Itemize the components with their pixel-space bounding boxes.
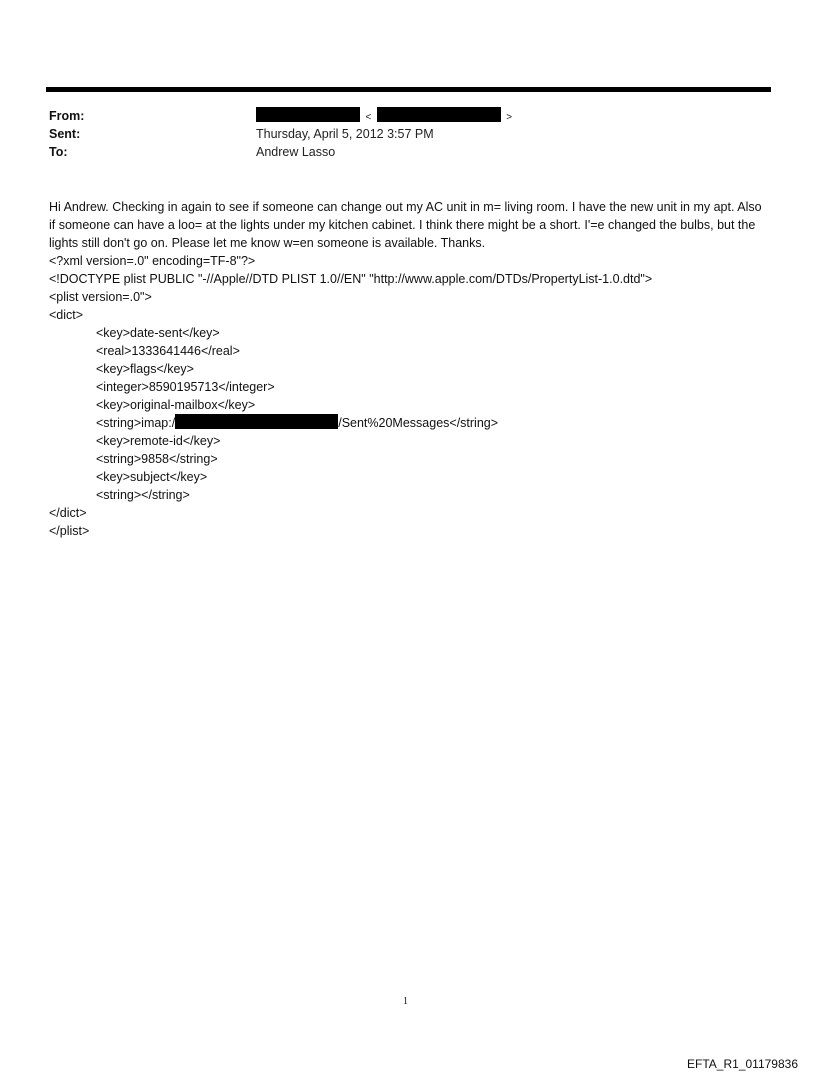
redaction-block: [175, 414, 338, 429]
email-header: [49, 107, 514, 161]
xml-declaration: <?xml version=.0" encoding=TF-8"?>: [49, 254, 256, 268]
from-close-bracket: >: [506, 112, 513, 123]
key-date-sent: <key>date-sent</key>: [96, 326, 220, 340]
key-flags: <key>flags</key>: [96, 362, 194, 376]
string-imap-line: [49, 414, 771, 432]
key-original-mailbox: <key>original-mailbox</key>: [96, 398, 256, 412]
dict-close: </dict>: [49, 506, 87, 520]
sent-value: Thursday, April 5, 2012 3:57 PM: [256, 127, 434, 141]
string-imap-suffix: /Sent%20Messages</string>: [338, 416, 499, 430]
string-imap-prefix: <string>imap:/: [96, 416, 176, 430]
document-id: EFTA_R1_01179836: [687, 1057, 798, 1071]
key-subject: <key>subject</key>: [96, 470, 208, 484]
doctype-line: <!DOCTYPE plist PUBLIC "-//Apple//DTD PLIST 1.0//EN" "http://www.apple.com/DTDs/PropertyList-1.0.dtd">: [49, 272, 653, 286]
from-label: From:: [49, 109, 85, 123]
integer-value: <integer>8590195713</integer>: [96, 380, 275, 394]
message-text: Hi Andrew. Checking in again to see if someone can change out my AC unit in m= living room. I have the new unit in my apt. Also if someone can have a loo= at the lights under my kitchen cabinet. I think there might be a short. I'=e changed the bulbs, but the lights still don't go on. Please let me know w=en someone is available. Thanks.: [49, 200, 762, 250]
plist-open: <plist version=.0">: [49, 290, 152, 304]
redaction-block: [377, 107, 501, 122]
to-value: Andrew Lasso: [256, 145, 336, 159]
plist-close: </plist>: [49, 524, 90, 538]
sent-label: Sent:: [49, 127, 81, 141]
sent-row: [49, 125, 514, 143]
from-value: [256, 107, 514, 125]
from-row: [49, 107, 514, 125]
dict-open: <dict>: [49, 308, 84, 322]
string-subject: <string></string>: [96, 488, 190, 502]
email-body: [49, 198, 771, 540]
header-rule: [46, 87, 771, 92]
key-remote-id: <key>remote-id</key>: [96, 434, 221, 448]
redaction-block: [256, 107, 360, 122]
to-row: [49, 143, 514, 161]
from-open-bracket: <: [365, 112, 372, 123]
string-remote-id: <string>9858</string>: [96, 452, 218, 466]
real-value: <real>1333641446</real>: [96, 344, 240, 358]
to-label: To:: [49, 145, 68, 159]
page-number: 1: [403, 996, 408, 1007]
